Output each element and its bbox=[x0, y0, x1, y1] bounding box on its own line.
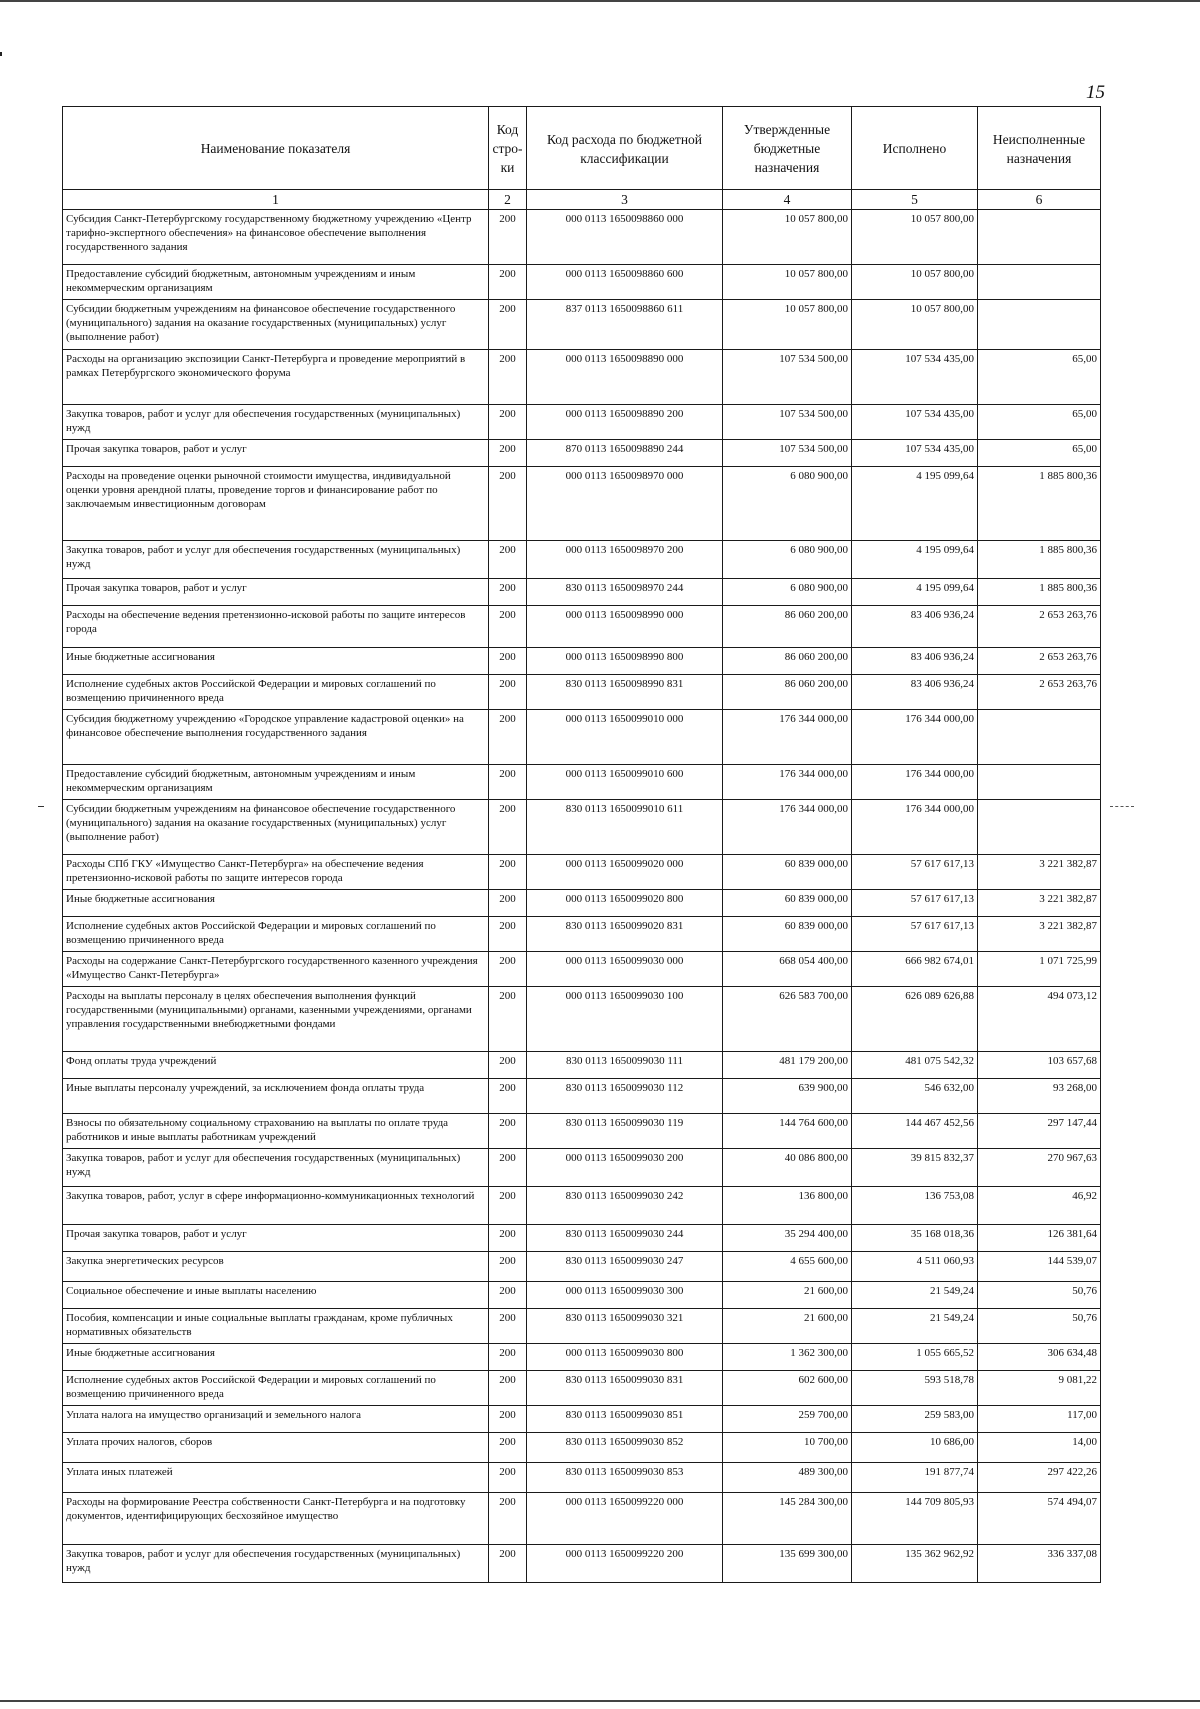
page-top-edge bbox=[0, 0, 1200, 2]
row-expense-code: 830 0113 1650098970 244 bbox=[527, 579, 723, 606]
table-row bbox=[63, 1079, 1101, 1114]
row-name: Предоставление субсидий бюджетным, автономным учреждениям и иным некоммерческим организациям bbox=[63, 765, 489, 800]
row-unexecuted bbox=[978, 800, 1101, 855]
table-row bbox=[63, 606, 1101, 648]
row-name: Прочая закупка товаров, работ и услуг bbox=[63, 440, 489, 467]
header-row bbox=[63, 107, 1101, 190]
row-line-code: 200 bbox=[489, 405, 527, 440]
row-name: Субсидии бюджетным учреждениям на финансовое обеспечение государственного (муниципального) задания на оказание государственных (муниципальных) услуг (выполнение работ) bbox=[63, 800, 489, 855]
row-line-code: 200 bbox=[489, 1052, 527, 1079]
table-row bbox=[63, 1187, 1101, 1225]
row-line-code: 200 bbox=[489, 1079, 527, 1114]
header-unexecuted: Неисполненные назначения bbox=[978, 107, 1101, 190]
row-name: Пособия, компенсации и иные социальные выплаты гражданам, кроме публичных нормативных обязательств bbox=[63, 1309, 489, 1344]
row-approved: 4 655 600,00 bbox=[723, 1252, 852, 1282]
table-row bbox=[63, 579, 1101, 606]
row-unexecuted: 297 147,44 bbox=[978, 1114, 1101, 1149]
row-unexecuted: 117,00 bbox=[978, 1406, 1101, 1433]
row-name: Взносы по обязательному социальному страхованию на выплаты по оплате труда работников и иные выплаты работникам учреждений bbox=[63, 1114, 489, 1149]
row-approved: 626 583 700,00 bbox=[723, 987, 852, 1052]
row-name: Прочая закупка товаров, работ и услуг bbox=[63, 579, 489, 606]
row-approved: 481 179 200,00 bbox=[723, 1052, 852, 1079]
row-approved: 10 057 800,00 bbox=[723, 265, 852, 300]
row-approved: 176 344 000,00 bbox=[723, 765, 852, 800]
row-line-code: 200 bbox=[489, 675, 527, 710]
row-unexecuted: 2 653 263,76 bbox=[978, 606, 1101, 648]
row-unexecuted: 2 653 263,76 bbox=[978, 648, 1101, 675]
row-expense-code: 000 0113 1650098860 000 bbox=[527, 210, 723, 265]
row-expense-code: 830 0113 1650099030 321 bbox=[527, 1309, 723, 1344]
row-unexecuted: 46,92 bbox=[978, 1187, 1101, 1225]
row-line-code: 200 bbox=[489, 1493, 527, 1545]
row-approved: 6 080 900,00 bbox=[723, 467, 852, 541]
table-row bbox=[63, 917, 1101, 952]
row-unexecuted: 1 885 800,36 bbox=[978, 541, 1101, 579]
table-row bbox=[63, 1114, 1101, 1149]
row-line-code: 200 bbox=[489, 952, 527, 987]
header-approved: Утвержденные бюджетные назначения bbox=[723, 107, 852, 190]
row-expense-code: 830 0113 1650099030 244 bbox=[527, 1225, 723, 1252]
table-body bbox=[63, 210, 1101, 1583]
row-executed: 546 632,00 bbox=[852, 1079, 978, 1114]
row-name: Расходы СПб ГКУ «Имущество Санкт-Петербурга» на обеспечение ведения претензионно-исковой работы по защите интересов города bbox=[63, 855, 489, 890]
row-line-code: 200 bbox=[489, 800, 527, 855]
row-line-code: 200 bbox=[489, 265, 527, 300]
row-approved: 86 060 200,00 bbox=[723, 675, 852, 710]
row-name: Социальное обеспечение и иные выплаты населению bbox=[63, 1282, 489, 1309]
row-executed: 57 617 617,13 bbox=[852, 917, 978, 952]
row-executed: 57 617 617,13 bbox=[852, 855, 978, 890]
table-row bbox=[63, 1309, 1101, 1344]
row-name: Субсидия Санкт-Петербургскому государственному бюджетному учреждению «Центр тарифно-экспертного обеспечения» на финансовое обеспечение выполнения государственного задания bbox=[63, 210, 489, 265]
table-row bbox=[63, 440, 1101, 467]
row-name: Уплата иных платежей bbox=[63, 1463, 489, 1493]
table-row bbox=[63, 210, 1101, 265]
row-unexecuted: 3 221 382,87 bbox=[978, 917, 1101, 952]
row-unexecuted: 65,00 bbox=[978, 440, 1101, 467]
column-number: 3 bbox=[527, 190, 723, 210]
table-row bbox=[63, 265, 1101, 300]
scan-artifact bbox=[38, 806, 44, 807]
row-unexecuted: 144 539,07 bbox=[978, 1252, 1101, 1282]
row-name: Иные бюджетные ассигнования bbox=[63, 890, 489, 917]
row-approved: 107 534 500,00 bbox=[723, 350, 852, 405]
row-executed: 176 344 000,00 bbox=[852, 765, 978, 800]
row-line-code: 200 bbox=[489, 1433, 527, 1463]
row-expense-code: 000 0113 1650099220 200 bbox=[527, 1545, 723, 1583]
header-expense-code: Код расхода по бюджетной классификации bbox=[527, 107, 723, 190]
row-expense-code: 000 0113 1650098860 600 bbox=[527, 265, 723, 300]
row-unexecuted: 2 653 263,76 bbox=[978, 675, 1101, 710]
row-expense-code: 000 0113 1650098890 000 bbox=[527, 350, 723, 405]
row-unexecuted: 65,00 bbox=[978, 350, 1101, 405]
column-number: 4 bbox=[723, 190, 852, 210]
row-name: Субсидии бюджетным учреждениям на финансовое обеспечение государственного (муниципального) задания на оказание государственных (муниципальных) услуг (выполнение работ) bbox=[63, 300, 489, 350]
row-executed: 481 075 542,32 bbox=[852, 1052, 978, 1079]
row-approved: 10 057 800,00 bbox=[723, 210, 852, 265]
row-expense-code: 830 0113 1650099030 111 bbox=[527, 1052, 723, 1079]
row-unexecuted: 297 422,26 bbox=[978, 1463, 1101, 1493]
row-executed: 10 057 800,00 bbox=[852, 300, 978, 350]
row-executed: 35 168 018,36 bbox=[852, 1225, 978, 1252]
row-expense-code: 830 0113 1650099030 853 bbox=[527, 1463, 723, 1493]
row-approved: 107 534 500,00 bbox=[723, 405, 852, 440]
row-approved: 6 080 900,00 bbox=[723, 541, 852, 579]
row-expense-code: 830 0113 1650099020 831 bbox=[527, 917, 723, 952]
row-executed: 4 195 099,64 bbox=[852, 467, 978, 541]
row-expense-code: 830 0113 1650099030 112 bbox=[527, 1079, 723, 1114]
row-approved: 21 600,00 bbox=[723, 1282, 852, 1309]
table-row bbox=[63, 1463, 1101, 1493]
row-approved: 135 699 300,00 bbox=[723, 1545, 852, 1583]
row-executed: 10 686,00 bbox=[852, 1433, 978, 1463]
row-unexecuted: 126 381,64 bbox=[978, 1225, 1101, 1252]
column-number: 1 bbox=[63, 190, 489, 210]
row-approved: 602 600,00 bbox=[723, 1371, 852, 1406]
row-expense-code: 837 0113 1650098860 611 bbox=[527, 300, 723, 350]
row-expense-code: 000 0113 1650099020 800 bbox=[527, 890, 723, 917]
row-name: Закупка товаров, работ и услуг для обеспечения государственных (муниципальных) нужд bbox=[63, 1149, 489, 1187]
row-approved: 489 300,00 bbox=[723, 1463, 852, 1493]
table-row bbox=[63, 952, 1101, 987]
row-line-code: 200 bbox=[489, 440, 527, 467]
row-name: Расходы на выплаты персоналу в целях обеспечения выполнения функций государственными (муниципальными) органами, казенными учреждениями, органами управления государственными внебюджетными фондами bbox=[63, 987, 489, 1052]
row-expense-code: 830 0113 1650099030 242 bbox=[527, 1187, 723, 1225]
scan-mark bbox=[0, 52, 2, 56]
scan-artifact bbox=[1110, 806, 1134, 807]
row-executed: 666 982 674,01 bbox=[852, 952, 978, 987]
table-row bbox=[63, 1433, 1101, 1463]
row-name: Иные бюджетные ассигнования bbox=[63, 1344, 489, 1371]
table-row bbox=[63, 541, 1101, 579]
row-executed: 57 617 617,13 bbox=[852, 890, 978, 917]
row-expense-code: 000 0113 1650099030 200 bbox=[527, 1149, 723, 1187]
row-unexecuted: 336 337,08 bbox=[978, 1545, 1101, 1583]
row-unexecuted: 50,76 bbox=[978, 1309, 1101, 1344]
row-executed: 4 195 099,64 bbox=[852, 579, 978, 606]
row-expense-code: 000 0113 1650098990 800 bbox=[527, 648, 723, 675]
row-name: Расходы на содержание Санкт-Петербургского государственного казенного учреждения «Имущество Санкт-Петербурга» bbox=[63, 952, 489, 987]
row-approved: 60 839 000,00 bbox=[723, 890, 852, 917]
row-approved: 176 344 000,00 bbox=[723, 800, 852, 855]
row-executed: 176 344 000,00 bbox=[852, 800, 978, 855]
row-expense-code: 000 0113 1650098970 200 bbox=[527, 541, 723, 579]
row-name: Закупка энергетических ресурсов bbox=[63, 1252, 489, 1282]
row-expense-code: 830 0113 1650099030 851 bbox=[527, 1406, 723, 1433]
row-approved: 1 362 300,00 bbox=[723, 1344, 852, 1371]
header-line-code: Код стро-ки bbox=[489, 107, 527, 190]
row-approved: 136 800,00 bbox=[723, 1187, 852, 1225]
row-unexecuted: 9 081,22 bbox=[978, 1371, 1101, 1406]
column-number: 5 bbox=[852, 190, 978, 210]
row-name: Исполнение судебных актов Российской Федерации и мировых соглашений по возмещению причиненного вреда bbox=[63, 675, 489, 710]
row-unexecuted: 306 634,48 bbox=[978, 1344, 1101, 1371]
table-row bbox=[63, 405, 1101, 440]
row-line-code: 200 bbox=[489, 1371, 527, 1406]
row-name: Расходы на обеспечение ведения претензионно-исковой работы по защите интересов города bbox=[63, 606, 489, 648]
row-executed: 83 406 936,24 bbox=[852, 606, 978, 648]
row-unexecuted bbox=[978, 210, 1101, 265]
row-name: Закупка товаров, работ и услуг для обеспечения государственных (муниципальных) нужд bbox=[63, 405, 489, 440]
row-name: Прочая закупка товаров, работ и услуг bbox=[63, 1225, 489, 1252]
header-name: Наименование показателя bbox=[63, 107, 489, 190]
row-unexecuted bbox=[978, 300, 1101, 350]
row-line-code: 200 bbox=[489, 1225, 527, 1252]
row-approved: 60 839 000,00 bbox=[723, 917, 852, 952]
table-row bbox=[63, 765, 1101, 800]
row-unexecuted: 270 967,63 bbox=[978, 1149, 1101, 1187]
row-approved: 176 344 000,00 bbox=[723, 710, 852, 765]
row-line-code: 200 bbox=[489, 1463, 527, 1493]
row-executed: 83 406 936,24 bbox=[852, 675, 978, 710]
row-name: Предоставление субсидий бюджетным, автономным учреждениям и иным некоммерческим организациям bbox=[63, 265, 489, 300]
row-approved: 10 700,00 bbox=[723, 1433, 852, 1463]
row-approved: 145 284 300,00 bbox=[723, 1493, 852, 1545]
row-unexecuted bbox=[978, 765, 1101, 800]
row-name: Закупка товаров, работ и услуг для обеспечения государственных (муниципальных) нужд bbox=[63, 1545, 489, 1583]
row-line-code: 200 bbox=[489, 1114, 527, 1149]
row-executed: 593 518,78 bbox=[852, 1371, 978, 1406]
table-row bbox=[63, 1406, 1101, 1433]
table-row bbox=[63, 1371, 1101, 1406]
table-row bbox=[63, 1282, 1101, 1309]
row-name: Расходы на организацию экспозиции Санкт-Петербурга и проведение мероприятий в рамках Петербургского экономического форума bbox=[63, 350, 489, 405]
row-executed: 136 753,08 bbox=[852, 1187, 978, 1225]
row-unexecuted: 1 885 800,36 bbox=[978, 467, 1101, 541]
table-row bbox=[63, 350, 1101, 405]
row-unexecuted: 3 221 382,87 bbox=[978, 855, 1101, 890]
row-unexecuted: 65,00 bbox=[978, 405, 1101, 440]
page-number: 15 bbox=[1086, 82, 1105, 103]
row-unexecuted: 574 494,07 bbox=[978, 1493, 1101, 1545]
row-expense-code: 000 0113 1650099220 000 bbox=[527, 1493, 723, 1545]
row-unexecuted: 14,00 bbox=[978, 1433, 1101, 1463]
row-line-code: 200 bbox=[489, 210, 527, 265]
row-line-code: 200 bbox=[489, 710, 527, 765]
row-executed: 107 534 435,00 bbox=[852, 405, 978, 440]
row-unexecuted: 3 221 382,87 bbox=[978, 890, 1101, 917]
row-name: Исполнение судебных актов Российской Федерации и мировых соглашений по возмещению причиненного вреда bbox=[63, 1371, 489, 1406]
row-expense-code: 830 0113 1650098990 831 bbox=[527, 675, 723, 710]
table-row bbox=[63, 1344, 1101, 1371]
row-unexecuted: 103 657,68 bbox=[978, 1052, 1101, 1079]
row-executed: 1 055 665,52 bbox=[852, 1344, 978, 1371]
row-name: Расходы на проведение оценки рыночной стоимости имущества, индивидуальной оценки уровня арендной платы, проведение торгов и финансирование работ по заключаемым инвестиционным договорам bbox=[63, 467, 489, 541]
row-unexecuted: 1 885 800,36 bbox=[978, 579, 1101, 606]
row-line-code: 200 bbox=[489, 1282, 527, 1309]
column-number-row bbox=[63, 190, 1101, 210]
row-unexecuted bbox=[978, 265, 1101, 300]
row-line-code: 200 bbox=[489, 579, 527, 606]
table-row bbox=[63, 1149, 1101, 1187]
row-expense-code: 000 0113 1650099030 100 bbox=[527, 987, 723, 1052]
row-executed: 10 057 800,00 bbox=[852, 210, 978, 265]
row-expense-code: 000 0113 1650098970 000 bbox=[527, 467, 723, 541]
row-name: Закупка товаров, работ, услуг в сфере информационно-коммуникационных технологий bbox=[63, 1187, 489, 1225]
row-expense-code: 000 0113 1650099010 000 bbox=[527, 710, 723, 765]
row-unexecuted: 50,76 bbox=[978, 1282, 1101, 1309]
column-number: 2 bbox=[489, 190, 527, 210]
row-unexecuted: 1 071 725,99 bbox=[978, 952, 1101, 987]
budget-execution-table bbox=[62, 106, 1101, 1583]
row-line-code: 200 bbox=[489, 855, 527, 890]
row-expense-code: 000 0113 1650099030 300 bbox=[527, 1282, 723, 1309]
row-expense-code: 830 0113 1650099030 852 bbox=[527, 1433, 723, 1463]
row-executed: 4 511 060,93 bbox=[852, 1252, 978, 1282]
row-line-code: 200 bbox=[489, 987, 527, 1052]
row-executed: 10 057 800,00 bbox=[852, 265, 978, 300]
row-executed: 21 549,24 bbox=[852, 1309, 978, 1344]
row-approved: 10 057 800,00 bbox=[723, 300, 852, 350]
row-approved: 21 600,00 bbox=[723, 1309, 852, 1344]
row-name: Закупка товаров, работ и услуг для обеспечения государственных (муниципальных) нужд bbox=[63, 541, 489, 579]
row-approved: 86 060 200,00 bbox=[723, 648, 852, 675]
row-approved: 639 900,00 bbox=[723, 1079, 852, 1114]
table-row bbox=[63, 1493, 1101, 1545]
table-row bbox=[63, 800, 1101, 855]
row-executed: 107 534 435,00 bbox=[852, 350, 978, 405]
row-line-code: 200 bbox=[489, 1406, 527, 1433]
header-executed: Исполнено bbox=[852, 107, 978, 190]
row-name: Иные выплаты персоналу учреждений, за исключением фонда оплаты труда bbox=[63, 1079, 489, 1114]
table-row bbox=[63, 855, 1101, 890]
row-line-code: 200 bbox=[489, 467, 527, 541]
row-line-code: 200 bbox=[489, 606, 527, 648]
table-row bbox=[63, 987, 1101, 1052]
row-approved: 86 060 200,00 bbox=[723, 606, 852, 648]
row-approved: 60 839 000,00 bbox=[723, 855, 852, 890]
row-executed: 191 877,74 bbox=[852, 1463, 978, 1493]
column-number: 6 bbox=[978, 190, 1101, 210]
row-expense-code: 000 0113 1650099030 000 bbox=[527, 952, 723, 987]
row-expense-code: 830 0113 1650099030 831 bbox=[527, 1371, 723, 1406]
table-row bbox=[63, 1225, 1101, 1252]
row-executed: 626 089 626,88 bbox=[852, 987, 978, 1052]
row-approved: 144 764 600,00 bbox=[723, 1114, 852, 1149]
row-line-code: 200 bbox=[489, 917, 527, 952]
row-line-code: 200 bbox=[489, 1309, 527, 1344]
row-expense-code: 830 0113 1650099030 247 bbox=[527, 1252, 723, 1282]
row-line-code: 200 bbox=[489, 890, 527, 917]
row-approved: 35 294 400,00 bbox=[723, 1225, 852, 1252]
row-executed: 4 195 099,64 bbox=[852, 541, 978, 579]
row-line-code: 200 bbox=[489, 1545, 527, 1583]
row-name: Исполнение судебных актов Российской Федерации и мировых соглашений по возмещению причиненного вреда bbox=[63, 917, 489, 952]
row-line-code: 200 bbox=[489, 1344, 527, 1371]
row-executed: 107 534 435,00 bbox=[852, 440, 978, 467]
row-approved: 40 086 800,00 bbox=[723, 1149, 852, 1187]
row-name: Субсидия бюджетному учреждению «Городское управление кадастровой оценки» на финансовое обеспечение выполнения государственного задания bbox=[63, 710, 489, 765]
row-line-code: 200 bbox=[489, 1187, 527, 1225]
row-unexecuted: 494 073,12 bbox=[978, 987, 1101, 1052]
page-bottom-edge bbox=[0, 1700, 1200, 1702]
table-row bbox=[63, 1252, 1101, 1282]
row-executed: 83 406 936,24 bbox=[852, 648, 978, 675]
row-expense-code: 830 0113 1650099010 611 bbox=[527, 800, 723, 855]
row-expense-code: 000 0113 1650098890 200 bbox=[527, 405, 723, 440]
row-executed: 21 549,24 bbox=[852, 1282, 978, 1309]
row-executed: 39 815 832,37 bbox=[852, 1149, 978, 1187]
row-executed: 176 344 000,00 bbox=[852, 710, 978, 765]
row-name: Уплата прочих налогов, сборов bbox=[63, 1433, 489, 1463]
table-row bbox=[63, 648, 1101, 675]
row-line-code: 200 bbox=[489, 1149, 527, 1187]
row-name: Расходы на формирование Реестра собственности Санкт-Петербурга и на подготовку документов, идентифицирующих бесхозяйное имущество bbox=[63, 1493, 489, 1545]
row-line-code: 200 bbox=[489, 765, 527, 800]
row-expense-code: 830 0113 1650099030 119 bbox=[527, 1114, 723, 1149]
row-executed: 259 583,00 bbox=[852, 1406, 978, 1433]
row-line-code: 200 bbox=[489, 1252, 527, 1282]
row-name: Фонд оплаты труда учреждений bbox=[63, 1052, 489, 1079]
table-row bbox=[63, 675, 1101, 710]
row-line-code: 200 bbox=[489, 300, 527, 350]
row-unexecuted: 93 268,00 bbox=[978, 1079, 1101, 1114]
table-row bbox=[63, 890, 1101, 917]
row-expense-code: 000 0113 1650099030 800 bbox=[527, 1344, 723, 1371]
row-line-code: 200 bbox=[489, 541, 527, 579]
table-row bbox=[63, 1052, 1101, 1079]
row-name: Иные бюджетные ассигнования bbox=[63, 648, 489, 675]
row-expense-code: 000 0113 1650099010 600 bbox=[527, 765, 723, 800]
table-row bbox=[63, 710, 1101, 765]
row-executed: 144 709 805,93 bbox=[852, 1493, 978, 1545]
row-expense-code: 870 0113 1650098890 244 bbox=[527, 440, 723, 467]
row-line-code: 200 bbox=[489, 648, 527, 675]
row-expense-code: 000 0113 1650099020 000 bbox=[527, 855, 723, 890]
row-line-code: 200 bbox=[489, 350, 527, 405]
row-approved: 259 700,00 bbox=[723, 1406, 852, 1433]
row-approved: 107 534 500,00 bbox=[723, 440, 852, 467]
row-executed: 135 362 962,92 bbox=[852, 1545, 978, 1583]
table-row bbox=[63, 300, 1101, 350]
row-approved: 668 054 400,00 bbox=[723, 952, 852, 987]
table-row bbox=[63, 467, 1101, 541]
table-row bbox=[63, 1545, 1101, 1583]
row-expense-code: 000 0113 1650098990 000 bbox=[527, 606, 723, 648]
row-approved: 6 080 900,00 bbox=[723, 579, 852, 606]
row-name: Уплата налога на имущество организаций и земельного налога bbox=[63, 1406, 489, 1433]
row-unexecuted bbox=[978, 710, 1101, 765]
row-executed: 144 467 452,56 bbox=[852, 1114, 978, 1149]
